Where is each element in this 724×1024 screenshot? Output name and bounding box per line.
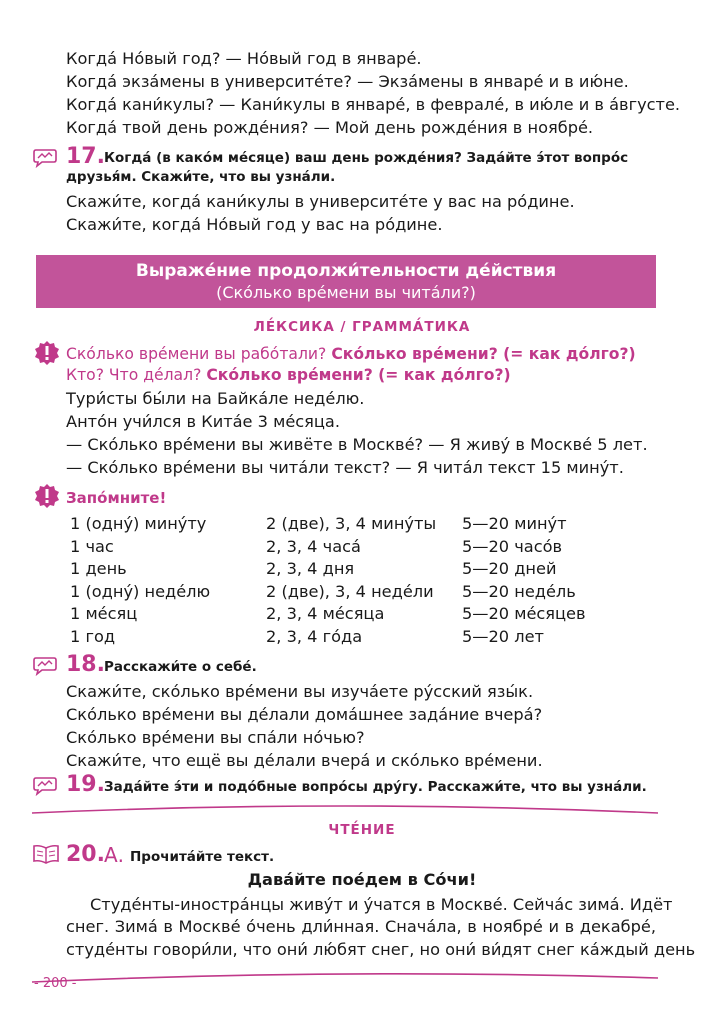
- remember-cell: 1 час: [70, 536, 114, 556]
- section-label-reading: ЧТЕ́НИЕ: [328, 822, 396, 838]
- page-number: - 200 -: [34, 976, 77, 991]
- example-line: — Ско́лько вре́мени вы чита́ли текст? — Я чита́л текст 15 мину́т.: [66, 458, 624, 477]
- remember-cell: 5—20 ме́сяцев: [462, 604, 586, 624]
- intro-line: Когда́ кани́кулы? — Кани́кулы в январе́, в феврале́, в ию́ле и в а́вгусте.: [66, 95, 681, 114]
- task-instruction: Прочита́йте текст.: [130, 849, 275, 865]
- grammar-rule: [66, 364, 511, 386]
- rule-plain: Ско́лько вре́мени вы рабо́тали?: [66, 345, 327, 363]
- paragraph-line: снег. Зима́ в Москве́ о́чень дли́нная. Снача́ла, в ноябре́ и в декабре́,: [66, 917, 656, 937]
- remember-cell: 1 ме́сяц: [70, 604, 138, 624]
- remember-cell: 2, 3, 4 ме́сяца: [266, 604, 385, 624]
- speech-bubble-icon: [33, 656, 57, 676]
- rule-bold: Ско́лько вре́мени? (= как до́лго?): [206, 366, 511, 384]
- banner-title: Выраже́ние продолжи́тельности де́йствия: [135, 261, 557, 281]
- task-letter: А.: [104, 843, 125, 867]
- remember-cell: 2 (две), 3, 4 мину́ты: [266, 514, 437, 533]
- grammar-rule: [66, 343, 636, 365]
- intro-line: Когда́ Но́вый год? — Но́вый год в январе́.: [66, 49, 422, 68]
- remember-cell: 1 (одну́) неде́лю: [70, 581, 211, 601]
- remember-col-1: [70, 513, 210, 649]
- task-instruction: Зада́йте э́ти и подо́бные вопро́сы дру́гу. Расскажи́те, что вы узна́ли.: [104, 779, 647, 795]
- example-line: Анто́н учи́лся в Кита́е 3 ме́сяца.: [66, 412, 341, 431]
- banner-subtitle: (Ско́лько вре́мени вы чита́ли?): [216, 283, 476, 302]
- speech-bubble-icon: [33, 776, 57, 796]
- book-icon: [32, 844, 60, 864]
- remember-cell: 1 (одну́) мину́ту: [70, 514, 207, 533]
- example-line: Тури́сты бы́ли на Байка́ле неде́лю.: [66, 389, 365, 408]
- section-label-grammar: ЛЕ́КСИКА / ГРАММА́ТИКА: [253, 319, 471, 335]
- speech-bubble-icon: [33, 148, 57, 168]
- exclamation-icon: [34, 340, 60, 366]
- remember-cell: 5—20 мину́т: [462, 514, 567, 533]
- task-sub-line: Скажи́те, когда́ кани́кулы в университе́те у вас на ро́дине.: [66, 192, 575, 211]
- rule-plain: Кто? Что де́лал?: [66, 366, 202, 384]
- task-instruction: Когда́ (в како́м ме́сяце) ваш день рожде́ния? Зада́йте э́тот вопро́с: [104, 150, 629, 166]
- remember-cell: 5—20 дней: [462, 559, 557, 579]
- task-instruction: Расскажи́те о себе́.: [104, 659, 257, 675]
- remember-cell: 1 год: [70, 626, 116, 646]
- task-sub-line: Скажи́те, ско́лько вре́мени вы изуча́ете ру́сский язы́к.: [66, 682, 534, 701]
- task-instruction: друзья́м. Скажи́те, что вы узна́ли.: [66, 169, 336, 185]
- intro-line: Когда́ твой день рожде́ния? — Мой день рожде́ния в ноябре́.: [66, 118, 594, 137]
- remember-cell: 2, 3, 4 часа́: [266, 536, 361, 556]
- section-banner: [36, 255, 656, 308]
- text-title: Дава́йте пое́дем в Со́чи!: [247, 870, 477, 889]
- reading-paragraph: [66, 894, 696, 961]
- task-number: 20.: [66, 842, 105, 867]
- task-sub-line: Ско́лько вре́мени вы спа́ли но́чью?: [66, 728, 365, 747]
- task-number: 17.: [66, 144, 105, 169]
- remember-cell: 5—20 лет: [462, 626, 544, 646]
- remember-title: Запо́мните!: [66, 489, 167, 507]
- task-number: 19.: [66, 772, 105, 797]
- remember-col-3: [462, 513, 586, 649]
- remember-cell: 2, 3, 4 дня: [266, 559, 355, 579]
- exclamation-icon: [34, 483, 60, 509]
- remember-cell: 2, 3, 4 го́да: [266, 626, 363, 646]
- task-sub-line: Скажи́те, когда́ Но́вый год у вас на ро́дине.: [66, 215, 443, 234]
- task-sub-line: Ско́лько вре́мени вы де́лали дома́шнее зада́ние вчера́?: [66, 705, 543, 724]
- divider-wave: [30, 799, 660, 819]
- remember-cell: 1 день: [70, 559, 127, 579]
- remember-col-2: [266, 513, 436, 649]
- remember-cell: 5—20 неде́ль: [462, 581, 576, 601]
- task-sub-line: Скажи́те, что ещё вы де́лали вчера́ и ско́лько вре́мени.: [66, 751, 543, 770]
- intro-line: Когда́ экза́мены в университе́те? — Экза́мены в январе́ и в ию́не.: [66, 72, 629, 91]
- paragraph-line: студе́нты говори́ли, что они́ лю́бят снег, но они́ ви́дят снег ка́ждый день: [66, 939, 696, 959]
- divider-wave-bottom: [30, 966, 660, 986]
- rule-bold: Ско́лько вре́мени? (= как до́лго?): [331, 345, 636, 363]
- remember-cell: 2 (две), 3, 4 неде́ли: [266, 581, 434, 601]
- paragraph-line: Студе́нты-иностра́нцы живу́т и у́чатся в Москве́. Сейча́с зима́. Идёт: [90, 895, 673, 914]
- task-number: 18.: [66, 652, 105, 677]
- remember-cell: 5—20 часо́в: [462, 536, 563, 556]
- example-line: — Ско́лько вре́мени вы живёте в Москве́? — Я живу́ в Москве́ 5 лет.: [66, 435, 648, 454]
